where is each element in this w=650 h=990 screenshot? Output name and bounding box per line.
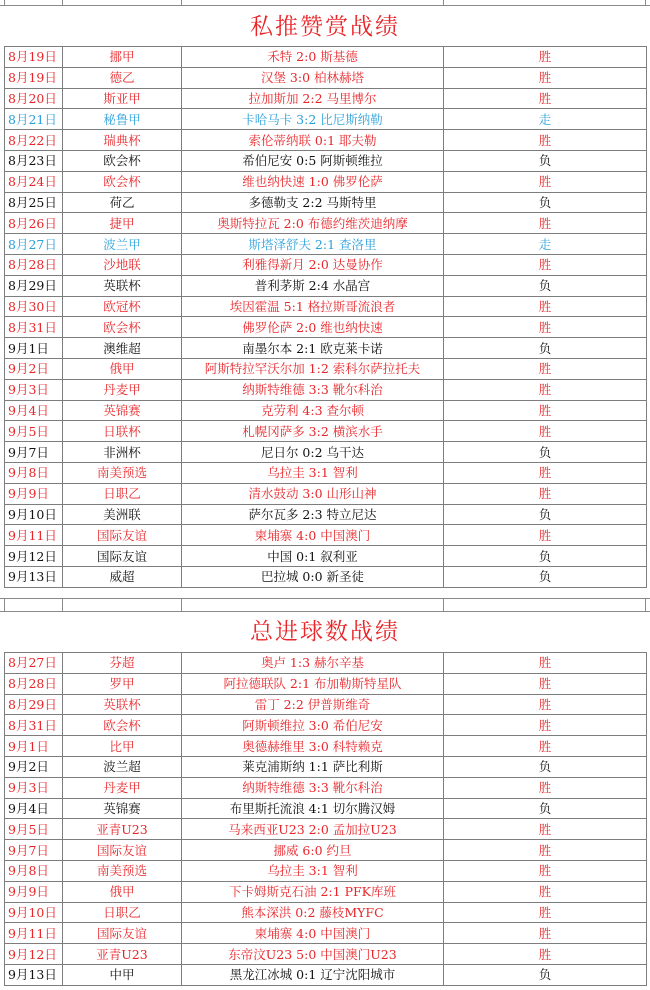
- match-cell: 马来西亚U23 2:0 孟加拉U23: [182, 819, 444, 840]
- date-cell: 8月26日: [5, 213, 63, 234]
- league-cell: 国际友谊: [63, 840, 182, 861]
- date-cell: 8月28日: [5, 254, 63, 275]
- result-cell: 胜: [444, 171, 647, 192]
- result-cell: 胜: [444, 944, 647, 965]
- result-cell: 负: [444, 504, 647, 525]
- league-cell: 德乙: [63, 67, 182, 88]
- table-row: [5, 819, 647, 840]
- league-cell: 欧会杯: [63, 171, 182, 192]
- date-cell: 8月27日: [5, 653, 63, 674]
- section1-table: [4, 46, 647, 588]
- match-cell: 乌拉圭 3:1 智利: [182, 462, 444, 483]
- result-cell: 胜: [444, 483, 647, 504]
- result-cell: 胜: [444, 777, 647, 798]
- table-row: [5, 379, 647, 400]
- table-row: [5, 777, 647, 798]
- date-cell: 8月31日: [5, 317, 63, 338]
- match-cell: 柬埔寨 4:0 中国澳门: [182, 525, 444, 546]
- match-cell: 莱克浦斯纳 1:1 萨比利斯: [182, 756, 444, 777]
- table-row: [5, 213, 647, 234]
- match-cell: 多德勒支 2:2 马斯特里: [182, 192, 444, 213]
- match-cell: 禾特 2:0 斯基德: [182, 47, 444, 68]
- table-row: [5, 923, 647, 944]
- match-cell: 维也纳快速 1:0 佛罗伦萨: [182, 171, 444, 192]
- result-cell: 胜: [444, 379, 647, 400]
- result-cell: 胜: [444, 923, 647, 944]
- date-cell: 8月30日: [5, 296, 63, 317]
- result-cell: 胜: [444, 67, 647, 88]
- table-row: [5, 317, 647, 338]
- table-row: [5, 150, 647, 171]
- result-cell: 负: [444, 192, 647, 213]
- table-row: [5, 67, 647, 88]
- table-row: [5, 694, 647, 715]
- match-cell: 黑龙江冰城 0:1 辽宁沈阳城市: [182, 964, 444, 985]
- match-cell: 下卡姆斯克石油 2:1 PFK库班: [182, 881, 444, 902]
- match-cell: 斯塔泽舒夫 2:1 查洛里: [182, 234, 444, 255]
- date-cell: 8月29日: [5, 275, 63, 296]
- league-cell: 日职乙: [63, 483, 182, 504]
- result-cell: 走: [444, 234, 647, 255]
- league-cell: 捷甲: [63, 213, 182, 234]
- match-cell: 清水鼓动 3:0 山形山神: [182, 483, 444, 504]
- result-cell: 负: [444, 566, 647, 587]
- date-cell: 9月8日: [5, 462, 63, 483]
- match-cell: 奥德赫维里 3:0 科特赖克: [182, 736, 444, 757]
- table-row: [5, 442, 647, 463]
- match-cell: 希伯尼安 0:5 阿斯顿维拉: [182, 150, 444, 171]
- table-row: [5, 421, 647, 442]
- date-cell: 8月19日: [5, 47, 63, 68]
- match-cell: 佛罗伦萨 2:0 维也纳快速: [182, 317, 444, 338]
- table-row: [5, 358, 647, 379]
- table-row: [5, 462, 647, 483]
- table-row: [5, 736, 647, 757]
- league-cell: 日职乙: [63, 902, 182, 923]
- match-cell: 尼日尔 0:2 乌干达: [182, 442, 444, 463]
- result-cell: 胜: [444, 694, 647, 715]
- date-cell: 9月3日: [5, 777, 63, 798]
- date-cell: 8月28日: [5, 673, 63, 694]
- result-cell: 胜: [444, 462, 647, 483]
- league-cell: 沙地联: [63, 254, 182, 275]
- result-cell: 负: [444, 275, 647, 296]
- date-cell: 8月31日: [5, 715, 63, 736]
- match-cell: 柬埔寨 4:0 中国澳门: [182, 923, 444, 944]
- result-cell: 胜: [444, 715, 647, 736]
- table-row: [5, 653, 647, 674]
- date-cell: 9月13日: [5, 964, 63, 985]
- result-cell: 负: [444, 756, 647, 777]
- league-cell: 比甲: [63, 736, 182, 757]
- section2-title: 总进球数战绩: [250, 619, 400, 645]
- league-cell: 亚青U23: [63, 819, 182, 840]
- table-row: [5, 109, 647, 130]
- section2-table: [4, 652, 647, 986]
- result-cell: 负: [444, 546, 647, 567]
- date-cell: 9月9日: [5, 483, 63, 504]
- table-row: [5, 483, 647, 504]
- match-cell: 纳斯特维德 3:3 靴尔科治: [182, 379, 444, 400]
- result-cell: 胜: [444, 358, 647, 379]
- date-cell: 9月5日: [5, 421, 63, 442]
- result-cell: 胜: [444, 88, 647, 109]
- date-cell: 9月2日: [5, 358, 63, 379]
- league-cell: 秘鲁甲: [63, 109, 182, 130]
- table-row: [5, 881, 647, 902]
- table-row: [5, 47, 647, 68]
- league-cell: 瑞典杯: [63, 130, 182, 151]
- date-cell: 9月11日: [5, 525, 63, 546]
- table-row: [5, 944, 647, 965]
- league-cell: 丹麦甲: [63, 379, 182, 400]
- result-cell: 胜: [444, 213, 647, 234]
- date-cell: 9月4日: [5, 400, 63, 421]
- result-cell: 胜: [444, 525, 647, 546]
- table-row: [5, 756, 647, 777]
- match-cell: 卡哈马卡 3:2 比尼斯纳勒: [182, 109, 444, 130]
- table-row: [5, 798, 647, 819]
- result-cell: 胜: [444, 902, 647, 923]
- table-row: [5, 566, 647, 587]
- table-row: [5, 400, 647, 421]
- league-cell: 非洲杯: [63, 442, 182, 463]
- date-cell: 9月2日: [5, 756, 63, 777]
- match-cell: 南墨尔本 2:1 欧克莱卡诺: [182, 338, 444, 359]
- result-cell: 负: [444, 964, 647, 985]
- date-cell: 9月12日: [5, 944, 63, 965]
- match-cell: 挪威 6:0 约旦: [182, 840, 444, 861]
- date-cell: 9月8日: [5, 860, 63, 881]
- table-row: [5, 88, 647, 109]
- table-row: [5, 902, 647, 923]
- table-row: [5, 192, 647, 213]
- match-cell: 布里斯托流浪 4:1 切尔腾汉姆: [182, 798, 444, 819]
- date-cell: 9月4日: [5, 798, 63, 819]
- date-cell: 8月22日: [5, 130, 63, 151]
- match-cell: 利雅得新月 2:0 达曼协作: [182, 254, 444, 275]
- match-cell: 普利茅斯 2:4 水晶宫: [182, 275, 444, 296]
- league-cell: 日联杯: [63, 421, 182, 442]
- match-cell: 埃因霍温 5:1 格拉斯哥流浪者: [182, 296, 444, 317]
- result-cell: 胜: [444, 736, 647, 757]
- result-cell: 负: [444, 442, 647, 463]
- date-cell: 9月7日: [5, 442, 63, 463]
- league-cell: 荷乙: [63, 192, 182, 213]
- match-cell: 阿拉德联队 2:1 布加勒斯特星队: [182, 673, 444, 694]
- league-cell: 英锦赛: [63, 798, 182, 819]
- league-cell: 波兰超: [63, 756, 182, 777]
- top-border-strip: [0, 0, 650, 6]
- league-cell: 威超: [63, 566, 182, 587]
- league-cell: 芬超: [63, 653, 182, 674]
- date-cell: 9月12日: [5, 546, 63, 567]
- result-cell: 胜: [444, 400, 647, 421]
- result-cell: 胜: [444, 254, 647, 275]
- match-cell: 乌拉圭 3:1 智利: [182, 860, 444, 881]
- result-cell: 胜: [444, 296, 647, 317]
- league-cell: 波兰甲: [63, 234, 182, 255]
- match-cell: 熊本深洪 0:2 藤枝MYFC: [182, 902, 444, 923]
- date-cell: 8月27日: [5, 234, 63, 255]
- result-cell: 胜: [444, 819, 647, 840]
- match-cell: 札幌冈萨多 3:2 横滨水手: [182, 421, 444, 442]
- league-cell: 南美预选: [63, 860, 182, 881]
- result-cell: 胜: [444, 421, 647, 442]
- match-cell: 萨尔瓦多 2:3 特立尼达: [182, 504, 444, 525]
- match-cell: 克劳利 4:3 查尔顿: [182, 400, 444, 421]
- date-cell: 9月11日: [5, 923, 63, 944]
- table-row: [5, 296, 647, 317]
- date-cell: 9月10日: [5, 504, 63, 525]
- match-cell: 中国 0:1 叙利亚: [182, 546, 444, 567]
- league-cell: 挪甲: [63, 47, 182, 68]
- match-cell: 东帝汶U23 5:0 中国澳门U23: [182, 944, 444, 965]
- table-row: [5, 715, 647, 736]
- date-cell: 9月1日: [5, 338, 63, 359]
- match-cell: 阿斯特拉罕沃尔加 1:2 索科尔萨拉托夫: [182, 358, 444, 379]
- result-cell: 胜: [444, 317, 647, 338]
- table-row: [5, 546, 647, 567]
- match-cell: 拉加斯加 2:2 马里博尔: [182, 88, 444, 109]
- match-cell: 纳斯特维德 3:3 靴尔科治: [182, 777, 444, 798]
- section-gap: [0, 598, 650, 612]
- table-row: [5, 338, 647, 359]
- league-cell: 国际友谊: [63, 525, 182, 546]
- league-cell: 英联杯: [63, 275, 182, 296]
- league-cell: 罗甲: [63, 673, 182, 694]
- league-cell: 欧会杯: [63, 150, 182, 171]
- match-cell: 阿斯顿维拉 3:0 希伯尼安: [182, 715, 444, 736]
- date-cell: 8月19日: [5, 67, 63, 88]
- date-cell: 9月13日: [5, 566, 63, 587]
- date-cell: 9月3日: [5, 379, 63, 400]
- date-cell: 8月20日: [5, 88, 63, 109]
- result-cell: 走: [444, 109, 647, 130]
- match-cell: 汉堡 3:0 柏林赫塔: [182, 67, 444, 88]
- date-cell: 8月21日: [5, 109, 63, 130]
- result-cell: 胜: [444, 130, 647, 151]
- result-cell: 胜: [444, 881, 647, 902]
- result-cell: 负: [444, 150, 647, 171]
- league-cell: 美洲联: [63, 504, 182, 525]
- result-cell: 负: [444, 798, 647, 819]
- table-row: [5, 525, 647, 546]
- table-row: [5, 171, 647, 192]
- league-cell: 国际友谊: [63, 923, 182, 944]
- table-row: [5, 275, 647, 296]
- match-cell: 索伦蒂纳联 0:1 耶夫勒: [182, 130, 444, 151]
- date-cell: 8月24日: [5, 171, 63, 192]
- match-cell: 奥卢 1:3 赫尔辛基: [182, 653, 444, 674]
- league-cell: 英联杯: [63, 694, 182, 715]
- date-cell: 9月1日: [5, 736, 63, 757]
- league-cell: 亚青U23: [63, 944, 182, 965]
- table-row: [5, 254, 647, 275]
- section1-title: 私推赞赏战绩: [250, 14, 400, 40]
- league-cell: 中甲: [63, 964, 182, 985]
- match-cell: 巴拉城 0:0 新圣徒: [182, 566, 444, 587]
- league-cell: 澳维超: [63, 338, 182, 359]
- league-cell: 欧会杯: [63, 317, 182, 338]
- result-cell: 负: [444, 338, 647, 359]
- result-cell: 胜: [444, 860, 647, 881]
- match-cell: 奥斯特拉瓦 2:0 布德约维茨迪纳摩: [182, 213, 444, 234]
- match-cell: 雷丁 2:2 伊普斯维奇: [182, 694, 444, 715]
- league-cell: 国际友谊: [63, 546, 182, 567]
- date-cell: 9月5日: [5, 819, 63, 840]
- league-cell: 英锦赛: [63, 400, 182, 421]
- date-cell: 9月7日: [5, 840, 63, 861]
- league-cell: 俄甲: [63, 358, 182, 379]
- league-cell: 欧冠杯: [63, 296, 182, 317]
- table-row: [5, 860, 647, 881]
- league-cell: 欧会杯: [63, 715, 182, 736]
- table-row: [5, 130, 647, 151]
- date-cell: 9月9日: [5, 881, 63, 902]
- date-cell: 8月29日: [5, 694, 63, 715]
- league-cell: 斯亚甲: [63, 88, 182, 109]
- result-cell: 胜: [444, 673, 647, 694]
- result-cell: 胜: [444, 653, 647, 674]
- table-row: [5, 234, 647, 255]
- date-cell: 8月23日: [5, 150, 63, 171]
- league-cell: 丹麦甲: [63, 777, 182, 798]
- date-cell: 8月25日: [5, 192, 63, 213]
- table-row: [5, 840, 647, 861]
- table-row: [5, 673, 647, 694]
- result-cell: 胜: [444, 47, 647, 68]
- table-row: [5, 504, 647, 525]
- league-cell: 南美预选: [63, 462, 182, 483]
- result-cell: 胜: [444, 840, 647, 861]
- table-row: [5, 964, 647, 985]
- date-cell: 9月10日: [5, 902, 63, 923]
- league-cell: 俄甲: [63, 881, 182, 902]
